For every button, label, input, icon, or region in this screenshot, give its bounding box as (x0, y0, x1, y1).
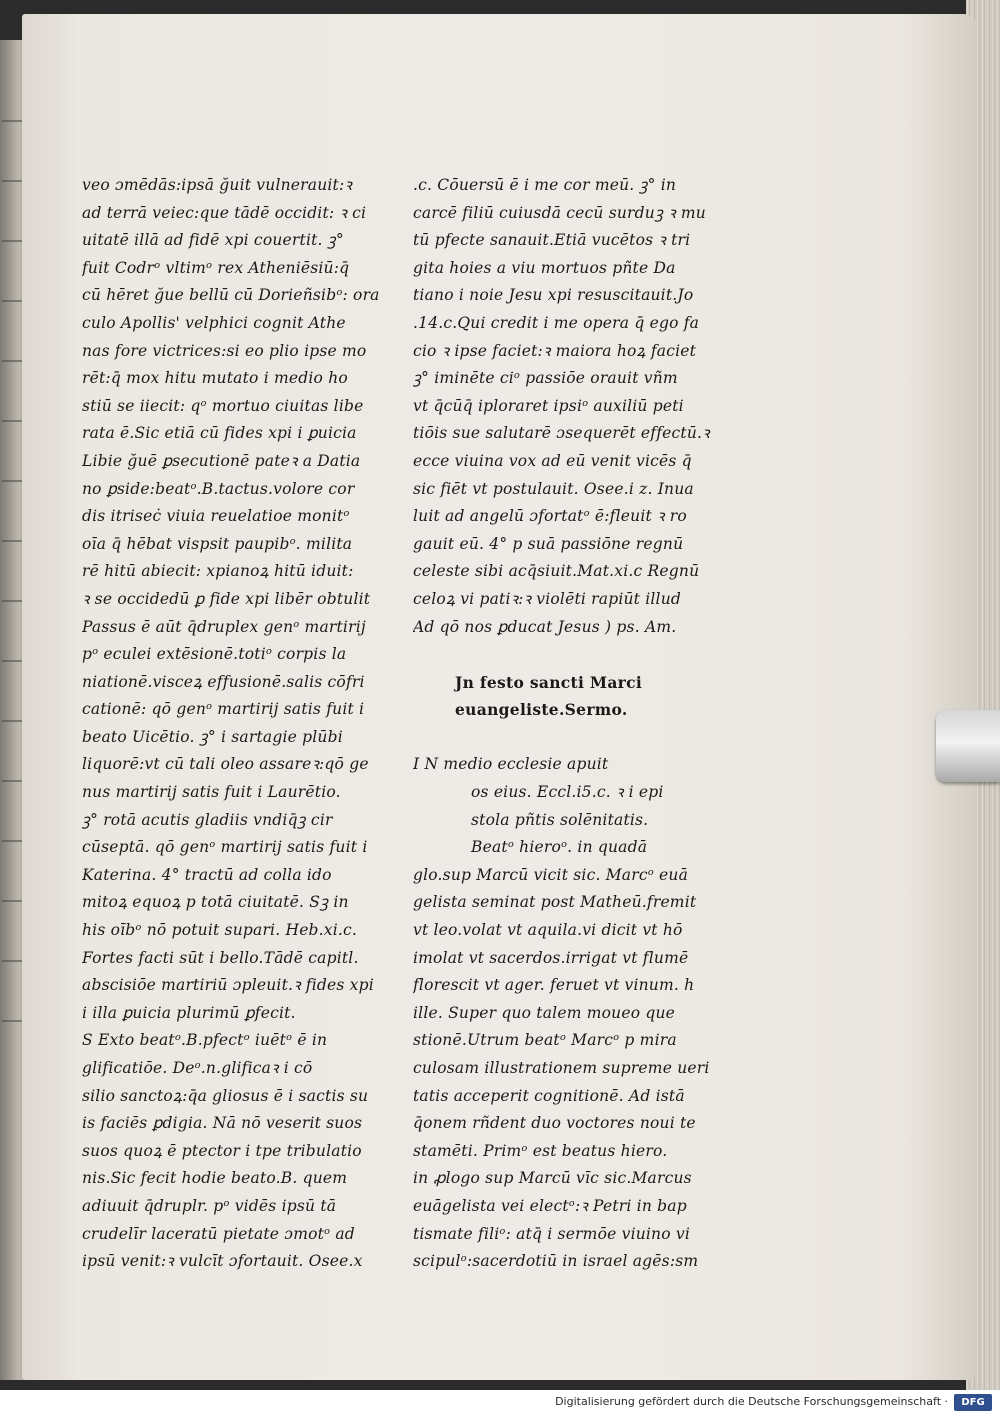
text-line: gita hoies a viu mortuos pñte Da (413, 258, 676, 277)
text-line: no ꝑside:beatᵒ.B.tactus.volore cor (82, 479, 355, 498)
text-line: .14.c.Qui credit i me opera q̄ ego fa (413, 313, 700, 332)
text-line: Ad qō nos ꝑducat Jesus ) ps. Am. (413, 617, 677, 636)
text-line: glo.sup Marcū vicit sic. Marcᵒ euā (413, 865, 689, 884)
text-line: nis.Sic fecit hodie beato.B. quem (82, 1169, 348, 1188)
blank-line (413, 641, 713, 669)
dfg-logo: DFG (954, 1394, 992, 1411)
text-line: cū hēret ğue bellū cū Dorieñsibᵒ: ora (82, 286, 380, 305)
text-line: ꝛ se occidedū ꝑ fide xpi libēr obtulit (82, 589, 371, 608)
text-line: tiano i noie Jesu xpi resuscitauit.Jo (413, 286, 694, 305)
text-line: veo ɔmēdās:ipsā ğuit vulnerauit:ꝛ (82, 176, 352, 194)
sermon-heading: euangeliste.Sermo. (455, 700, 628, 720)
text-line: mitoꝝ equoꝝ p totā ciuitatē. Sꝫ in (82, 893, 349, 912)
text-line: tatis acceperit cognitionē. Ad istā (413, 1086, 685, 1105)
text-line: rēt:q̄ mox hitu mutato i medio ho (82, 369, 348, 388)
text-line: ille. Super quo talem moueo que (413, 1003, 676, 1022)
text-line: ecce viuina vox ad eū venit vicēs q̄ (413, 451, 692, 470)
text-line: cio ꝛ ipse faciet:ꝛ maiora hoꝝ faciet (413, 341, 697, 360)
text-line: Libie ğuē ꝑsecutionē pateꝛ a Datia (82, 451, 361, 470)
footer-credit: Digitalisierung gefördert durch die Deutsche Forschungsgemeinschaft · (555, 1395, 948, 1408)
text-line: crudelīr laceratū pietate ɔmotᵒ ad (82, 1224, 355, 1243)
text-line: tū pfecte sanauit.Etiā vucētos ꝛ tri (413, 231, 691, 250)
text-line: vt q̄cūq̄ iploraret ipsiᵒ auxiliū peti (413, 396, 684, 415)
blank-line (413, 724, 713, 752)
text-line: celoꝝ vi patiꝛ:ꝛ violēti rapiūt illud (413, 589, 681, 608)
text-line: cationē: qō genᵒ martirij satis fuit i (82, 700, 365, 719)
text-line: uitatē illā ad fidē xpi couertit. ꝫ° (82, 231, 344, 250)
text-line: stamēti. Primᵒ est beatus hiero. (413, 1141, 668, 1160)
text-line: is faciēs ꝑdigia. Nā nō veserit suos (82, 1114, 363, 1133)
text-line: silio sanctoꝝ:q̄a gliosus ē i sactis su (82, 1086, 369, 1105)
text-line: suos quoꝝ ē ptector i tpe tribulatio (82, 1141, 362, 1160)
text-line: adiuuit q̄druplr. pᵒ vidēs ipsū tā (82, 1196, 337, 1215)
text-line: gauit eū. 4° p suā passiōne regnū (413, 534, 684, 553)
text-line: .c. Cōuersū ē i me cor meū. ꝫ° in (413, 176, 677, 194)
text-line: Beatᵒ hieroᵒ. in quadā (471, 838, 648, 857)
text-line: ad terrā veiec:que tādē occidit: ꝛ ci (82, 203, 367, 222)
text-line: tiōis sue salutarē ɔsequerēt effectū.ꝛ (413, 424, 710, 443)
text-line: niationē.visceꝝ effusionē.salis cōfri (82, 672, 365, 691)
text-line: culosam illustrationem supreme ueri (413, 1059, 710, 1077)
sermon-heading: Jn festo sancti Marci (455, 672, 643, 692)
text-line: gelista seminat post Matheū.fremit (413, 893, 697, 912)
text-line: carcē filiū cuiusdā cecū surduꝫ ꝛ mu (413, 203, 706, 222)
text-line: cūseptā. qō genᵒ martirij satis fuit i (82, 838, 368, 857)
text-line: stionē.Utrum beatᵒ Marcᵒ p mira (413, 1031, 677, 1050)
text-line: Passus ē aūt q̄druplex genᵒ martirij (82, 617, 366, 636)
text-line: q̄onem rñdent duo voctores noui te (413, 1114, 696, 1133)
text-line: ꝫ° iminēte ciᵒ passiōe orauit vñm (413, 369, 678, 388)
text-line: os eius. Eccl.i5.c. ꝛ i epi (471, 783, 664, 802)
text-line: dis itriseċ viuia reuelatioe monitᵒ (82, 507, 350, 526)
text-line: pᵒ eculei extēsionē.totiᵒ corpis la (82, 645, 347, 664)
text-line: nas fore victrices:si eo plio ipse mo (82, 341, 367, 360)
text-line: florescit vt ager. feruet vt vinum. h (413, 976, 695, 995)
text-line: i illa ꝑuicia plurimū ꝑfecit. (82, 1003, 296, 1022)
text-line: euāgelista vei electᵒ:ꝛ Petri in bap (413, 1196, 687, 1215)
text-line: imolat vt sacerdos.irrigat vt flumē (413, 948, 689, 967)
text-line: in ꝓlogo sup Marcū vīc sic.Marcus (413, 1169, 692, 1188)
right-text-column (413, 172, 713, 1276)
text-line: abscisiōe martiriū ɔpleuit.ꝛ fides xpi (82, 976, 374, 995)
text-line: stiū se iiecit: qᵒ mortuo ciuitas libe (82, 396, 364, 415)
text-line: sic fiēt vt postulauit. Osee.i z. Inua (413, 479, 694, 498)
text-line: scipulᵒ:sacerdotiū in israel agēs:sm (413, 1252, 699, 1271)
left-text-column (82, 172, 382, 1276)
text-line: stola pñtis solēnitatis. (471, 810, 649, 829)
footer (0, 1390, 1000, 1416)
text-line: his oībᵒ nō potuit supari. Heb.xi.c. (82, 921, 358, 940)
text-line: I N medio ecclesie apuit (413, 755, 609, 774)
text-line: rē hitū abiecit: xpianoꝝ hitū iduit: (82, 562, 354, 581)
text-line: glificatiōe. Deᵒ.n.glificaꝛ i cō (82, 1059, 313, 1077)
text-line: rata ē.Sic etiā cū fides xpi i ꝑuicia (82, 424, 357, 443)
text-line: luit ad angelū ɔfortatᵒ ē:fleuit ꝛ ro (413, 507, 687, 526)
text-line: S Exto beatᵒ.B.pfectᵒ iuētᵒ ē in (82, 1031, 328, 1050)
text-line: ꝫ° rotā acutis gladiis vndiq̄ꝫ cir (82, 810, 333, 829)
text-line: liquorē:vt cū tali oleo assareꝛ:qō ge (82, 755, 369, 774)
text-line: Katerina. 4° tractū ad colla ido (82, 865, 332, 884)
text-line: Fortes facti sūt i bello.Tādē capitl. (82, 948, 359, 967)
page-clip (936, 710, 1000, 782)
text-line: celeste sibi acq̄siuit.Mat.xi.c Regnū (413, 562, 700, 581)
text-line: nus martirij satis fuit i Laurētio. (82, 783, 341, 802)
text-line: culo Apollis' velphici cognit Athe (82, 313, 346, 332)
text-line: fuit Codrᵒ vltimᵒ rex Atheniēsiū:q̄ (82, 258, 350, 277)
text-line: vt leo.volat vt aquila.vi dicit vt hō (413, 921, 683, 940)
text-line: oīa q̄ hēbat vispsit paupibᵒ. milita (82, 534, 353, 553)
text-line: ipsū venit:ꝛ vulcīt ɔfortauit. Osee.x (82, 1252, 363, 1271)
text-line: tismate filiᵒ: atq̄ i sermōe viuino vi (413, 1224, 691, 1243)
text-line: beato Uicētio. ꝫ° i sartagie plūbi (82, 727, 343, 746)
